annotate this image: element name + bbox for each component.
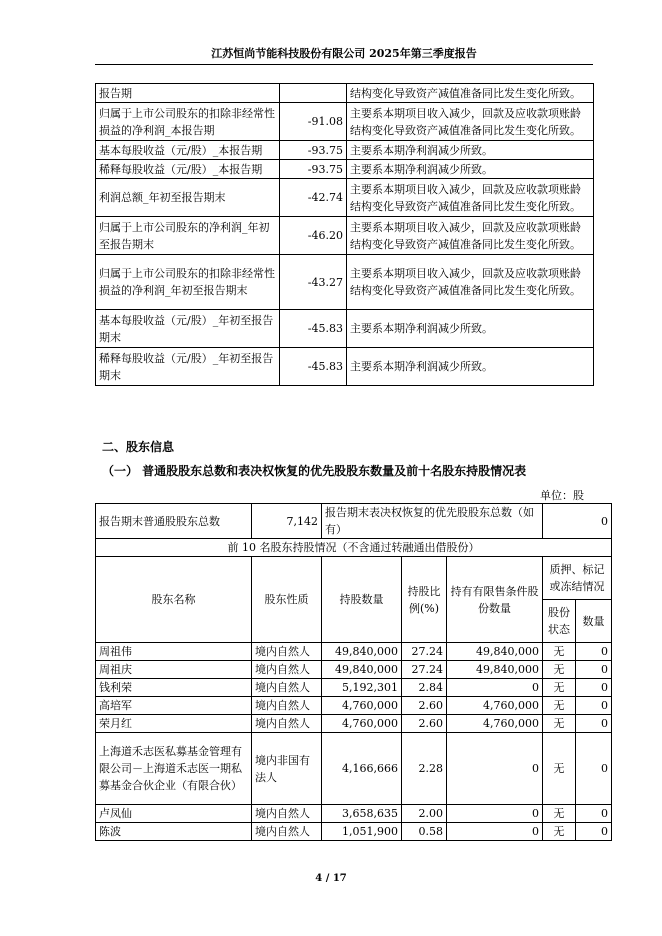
- col-header-pledge: 质押、标记或冻结情况: [543, 557, 612, 600]
- table-row: [96, 823, 612, 841]
- table-row: [96, 179, 594, 217]
- holder-nature: 境内自然人: [252, 715, 322, 733]
- table-row: [96, 103, 594, 141]
- value-cell: -93.75: [280, 160, 347, 179]
- holder-shares: 3,658,635: [322, 805, 402, 823]
- holder-shares: 5,192,301: [322, 679, 402, 697]
- holder-nature: 境内自然人: [252, 697, 322, 715]
- holder-pledge-status: 无: [543, 661, 576, 679]
- col-header-shares: 持股数量: [322, 557, 402, 643]
- value-cell: -91.08: [280, 103, 347, 141]
- table-row: [96, 805, 612, 823]
- reason-cell: 主要系本期净利润减少所致。: [347, 160, 594, 179]
- col-header-ratio: 持股比例(%): [402, 557, 447, 643]
- holder-pledge-status: 无: [543, 679, 576, 697]
- change-reason-table: [95, 83, 594, 386]
- total-holders-value: 7,142: [252, 504, 322, 539]
- holder-nature: 境内自然人: [252, 823, 322, 841]
- holder-shares: 4,166,666: [322, 733, 402, 805]
- table-row: [96, 310, 594, 348]
- holder-name: 上海道禾志医私募基金管理有限公司－上海道禾志医一期私募基金合伙企业（有限合伙）: [96, 733, 252, 805]
- top10-title: 前 10 名股东持股情况（不含通过转融通出借股份）: [96, 539, 612, 557]
- header-row: [96, 557, 612, 600]
- reason-cell: 结构变化导致资产减值准备同比发生变化所致。: [347, 84, 594, 103]
- holder-ratio: 2.60: [402, 715, 447, 733]
- holder-ratio: 2.28: [402, 733, 447, 805]
- value-cell: -93.75: [280, 141, 347, 160]
- holder-restricted: 0: [447, 823, 543, 841]
- table-row: [96, 348, 594, 386]
- holder-shares: 49,840,000: [322, 643, 402, 661]
- holder-pledge-qty: 0: [576, 805, 612, 823]
- holder-nature: 境内自然人: [252, 679, 322, 697]
- holder-pledge-qty: 0: [576, 679, 612, 697]
- holder-nature: 境内自然人: [252, 643, 322, 661]
- holder-ratio: 0.58: [402, 823, 447, 841]
- item-cell: 稀释每股收益（元/股）_本报告期: [96, 160, 280, 179]
- item-cell: 基本每股收益（元/股）_本报告期: [96, 141, 280, 160]
- holder-pledge-qty: 0: [576, 733, 612, 805]
- holder-pledge-status: 无: [543, 697, 576, 715]
- reason-cell: 主要系本期项目收入减少，回款及应收款项账龄结构变化导致资产减值准备同比发生变化所致。: [347, 217, 594, 255]
- preferred-holders-value: 0: [543, 504, 612, 539]
- holder-restricted: 49,840,000: [447, 661, 543, 679]
- page-number: 4 / 17: [315, 873, 347, 884]
- holder-pledge-qty: 0: [576, 823, 612, 841]
- holder-nature: 境内非国有法人: [252, 733, 322, 805]
- holder-pledge-status: 无: [543, 643, 576, 661]
- table-row: [96, 733, 612, 805]
- shareholder-table: [95, 503, 612, 841]
- value-cell: -43.27: [280, 255, 347, 310]
- reason-cell: 主要系本期项目收入减少，回款及应收款项账龄结构变化导致资产减值准备同比发生变化所致。: [347, 255, 594, 310]
- reason-cell: 主要系本期净利润减少所致。: [347, 310, 594, 348]
- holder-shares: 4,760,000: [322, 697, 402, 715]
- item-cell: 利润总额_年初至报告期末: [96, 179, 280, 217]
- item-cell: 基本每股收益（元/股）_年初至报告期末: [96, 310, 280, 348]
- section-heading: 二、股东信息: [102, 440, 175, 454]
- reason-cell: 主要系本期项目收入减少，回款及应收款项账龄结构变化导致资产减值准备同比发生变化所致。: [347, 179, 594, 217]
- subsection-heading: （一） 普通股股东总数和表决权恢复的优先股股东数量及前十名股东持股情况表: [102, 464, 527, 478]
- table-row: [96, 84, 594, 103]
- holder-restricted: 0: [447, 805, 543, 823]
- holder-ratio: 2.60: [402, 697, 447, 715]
- table-row: [96, 643, 612, 661]
- item-cell: 归属于上市公司股东的扣除非经常性损益的净利润_本报告期: [96, 103, 280, 141]
- holder-shares: 49,840,000: [322, 661, 402, 679]
- holder-restricted: 49,840,000: [447, 643, 543, 661]
- holder-nature: 境内自然人: [252, 661, 322, 679]
- top10-title-row: [96, 539, 612, 557]
- value-cell: -45.83: [280, 310, 347, 348]
- col-header-nature: 股东性质: [252, 557, 322, 643]
- holder-name: 陈波: [96, 823, 252, 841]
- holder-pledge-status: 无: [543, 823, 576, 841]
- holder-name: 钱利荣: [96, 679, 252, 697]
- holder-ratio: 2.84: [402, 679, 447, 697]
- table-row: [96, 661, 612, 679]
- value-cell: -45.83: [280, 348, 347, 386]
- col-header-pledge-status: 股份状态: [543, 600, 576, 643]
- item-cell: 稀释每股收益（元/股）_年初至报告期末: [96, 348, 280, 386]
- col-header-restricted: 持有有限售条件股份数量: [447, 557, 543, 643]
- holder-name: 周祖庆: [96, 661, 252, 679]
- table-row: [96, 141, 594, 160]
- holder-shares: 1,051,900: [322, 823, 402, 841]
- col-header-name: 股东名称: [96, 557, 252, 643]
- holder-ratio: 27.24: [402, 643, 447, 661]
- holder-pledge-status: 无: [543, 715, 576, 733]
- summary-row: [96, 504, 612, 539]
- holder-pledge-status: 无: [543, 805, 576, 823]
- col-header-pledge-qty: 数量: [576, 600, 612, 643]
- holder-restricted: 4,760,000: [447, 697, 543, 715]
- value-cell: -42.74: [280, 179, 347, 217]
- holder-pledge-status: 无: [543, 733, 576, 805]
- header-divider: [95, 64, 593, 65]
- value-cell: -46.20: [280, 217, 347, 255]
- item-cell: 归属于上市公司股东的净利润_年初至报告期末: [96, 217, 280, 255]
- holder-nature: 境内自然人: [252, 805, 322, 823]
- holder-pledge-qty: 0: [576, 643, 612, 661]
- item-cell: 报告期: [96, 84, 280, 103]
- unit-label: 单位：股: [540, 489, 584, 502]
- table-row: [96, 217, 594, 255]
- table-row: [96, 160, 594, 179]
- table-row: [96, 679, 612, 697]
- reason-cell: 主要系本期净利润减少所致。: [347, 141, 594, 160]
- holder-pledge-qty: 0: [576, 715, 612, 733]
- holder-pledge-qty: 0: [576, 661, 612, 679]
- total-holders-label: 报告期末普通股股东总数: [96, 504, 252, 539]
- value-cell: [280, 84, 347, 103]
- holder-name: 荣月红: [96, 715, 252, 733]
- holder-name: 周祖伟: [96, 643, 252, 661]
- holder-restricted: 4,760,000: [447, 715, 543, 733]
- reason-cell: 主要系本期净利润减少所致。: [347, 348, 594, 386]
- table-row: [96, 715, 612, 733]
- page-header-title: 江苏恒尚节能科技股份有限公司 2025年第三季度报告: [211, 47, 477, 60]
- item-cell: 归属于上市公司股东的扣除非经常性损益的净利润_年初至报告期末: [96, 255, 280, 310]
- preferred-holders-label: 报告期末表决权恢复的优先股股东总数（如有）: [322, 504, 543, 539]
- holder-shares: 4,760,000: [322, 715, 402, 733]
- holder-name: 高培军: [96, 697, 252, 715]
- holder-name: 卢凤仙: [96, 805, 252, 823]
- table-row: [96, 697, 612, 715]
- holder-ratio: 2.00: [402, 805, 447, 823]
- holder-ratio: 27.24: [402, 661, 447, 679]
- holder-restricted: 0: [447, 733, 543, 805]
- reason-cell: 主要系本期项目收入减少，回款及应收款项账龄结构变化导致资产减值准备同比发生变化所致。: [347, 103, 594, 141]
- holder-pledge-qty: 0: [576, 697, 612, 715]
- holder-restricted: 0: [447, 679, 543, 697]
- table-row: [96, 255, 594, 310]
